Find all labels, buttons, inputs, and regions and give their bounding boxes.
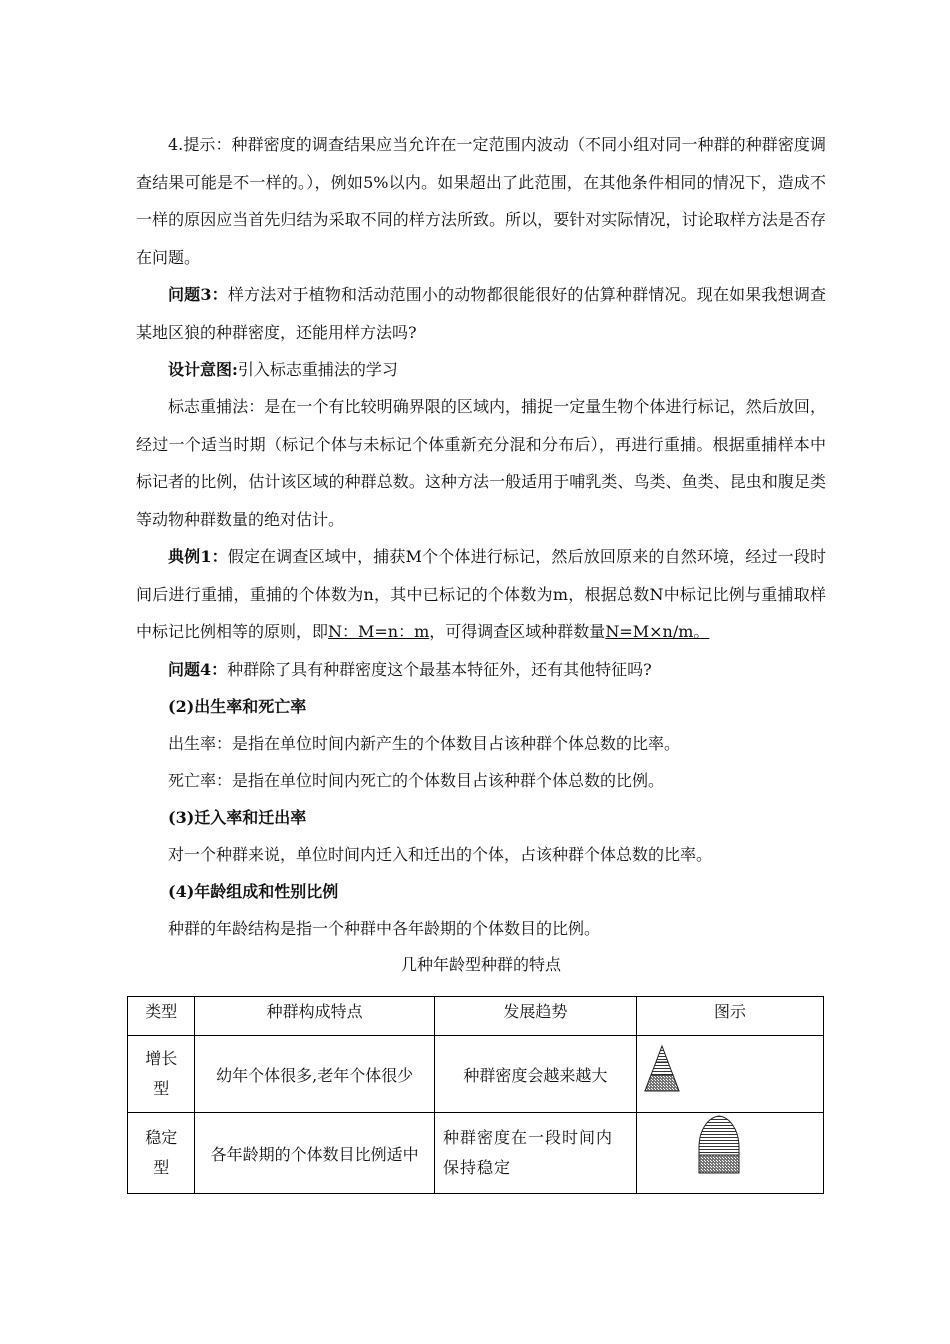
header-cell: 图示 [636, 997, 823, 1036]
design-intent-text: 引入标志重捕法的学习 [237, 360, 398, 379]
header-cell: 种群构成特点 [195, 997, 435, 1036]
document-body [136, 126, 826, 983]
example-1-text: 假定在调查区域中，捕获M个个体进行标记，然后放回原来的自然环境，经过一段时间后进行重捕，重捕的个体数为n，其中已标记的个体数为m，根据总数N中标记比例与重捕取样中标记比例相等的原则，即 [136, 547, 826, 641]
bell-stable-icon [693, 1113, 745, 1179]
table-caption: 几种年龄型种群的特点 [400, 954, 561, 974]
trend-cell: 种群密度会越来越大 [434, 1036, 636, 1113]
design-intent-label: 设计意图: [168, 360, 238, 379]
age-structure-text: 种群的年龄结构是指一个种群中各年龄期的个体数目的比例。 [168, 918, 601, 938]
example-1-paragraph [136, 538, 826, 651]
table-header-row [128, 997, 824, 1036]
heading-migration: (3)迁入率和迁出率 [168, 807, 307, 827]
example-1-label: 典例1： [168, 547, 228, 566]
migration-text: 对一个种群来说，单位时间内迁入和迁出的个体，占该种群个体总数的比率。 [168, 844, 713, 864]
age-type-table [127, 996, 824, 1194]
question-4-text: 种群除了具有种群密度这个最基本特征外，还有其他特征吗? [227, 659, 652, 679]
design-intent-line [136, 351, 826, 388]
figure-cell [636, 1113, 823, 1194]
heading-birth-death: (2)出生率和死亡率 [168, 696, 307, 716]
feature-cell: 幼年个体很多,老年个体很少 [195, 1036, 435, 1113]
question-4-paragraph [136, 651, 826, 688]
question-3-paragraph [136, 276, 826, 351]
type-cell: 稳定 型 [128, 1113, 195, 1194]
figure-cell [636, 1036, 823, 1113]
heading-age-sex: (4)年龄组成和性别比例 [168, 881, 339, 901]
header-cell: 类型 [128, 997, 195, 1036]
example-1-mid-text: ，可得调查区域种群数量 [429, 622, 606, 641]
trend-cell: 种群密度在一段时间内 保持稳定 [434, 1113, 636, 1194]
mark-recapture-paragraph: 标志重捕法：是在一个有比较明确界限的区域内，捕捉一定量生物个体进行标记，然后放回，经过一个适当时期（标记个体与未标记个体重新充分混和分布后），再进行重捕。根据重捕样本中标记者的比例，估计该区域的种群总数。这种方法一般适用于哺乳类、鸟类、鱼类、昆虫和腹足类等动物种群数量的绝对估计。 [136, 397, 826, 529]
death-rate-text: 死亡率：是指在单位时间内死亡的个体数目占该种群个体总数的比例。 [168, 770, 665, 790]
question-3-label: 问题3： [168, 285, 228, 304]
example-1-formula-result: N=M×n/m。 [605, 622, 710, 641]
example-1-formula-ratio: N：M=n：m [328, 622, 430, 641]
pyramid-growth-icon [643, 1044, 681, 1094]
header-cell: 发展趋势 [434, 997, 636, 1036]
question-3-text: 样方法对于植物和活动范围小的动物都很能很好的估算种群情况。现在如果我想调查某地区狼的种群密度，还能用样方法吗? [136, 285, 826, 342]
type-cell: 增长 型 [128, 1036, 195, 1113]
feature-cell: 各年龄期的个体数目比例适中 [195, 1113, 435, 1194]
table-row [128, 1036, 824, 1113]
question-4-label: 问题4： [168, 659, 228, 679]
table-row [128, 1113, 824, 1194]
birth-rate-text: 出生率：是指在单位时间内新产生的个体数目占该种群个体总数的比率。 [168, 733, 681, 753]
hint-4-paragraph: 4.提示：种群密度的调查结果应当允许在一定范围内波动（不同小组对同一种群的种群密度调查结果可能是不一样的。），例如5%以内。如果超出了此范围，在其他条件相同的情况下，造成不一样的原因应当首先归结为采取不同的样方法所致。所以，要针对实际情况，讨论取样方法是否存在问题。 [136, 135, 826, 267]
